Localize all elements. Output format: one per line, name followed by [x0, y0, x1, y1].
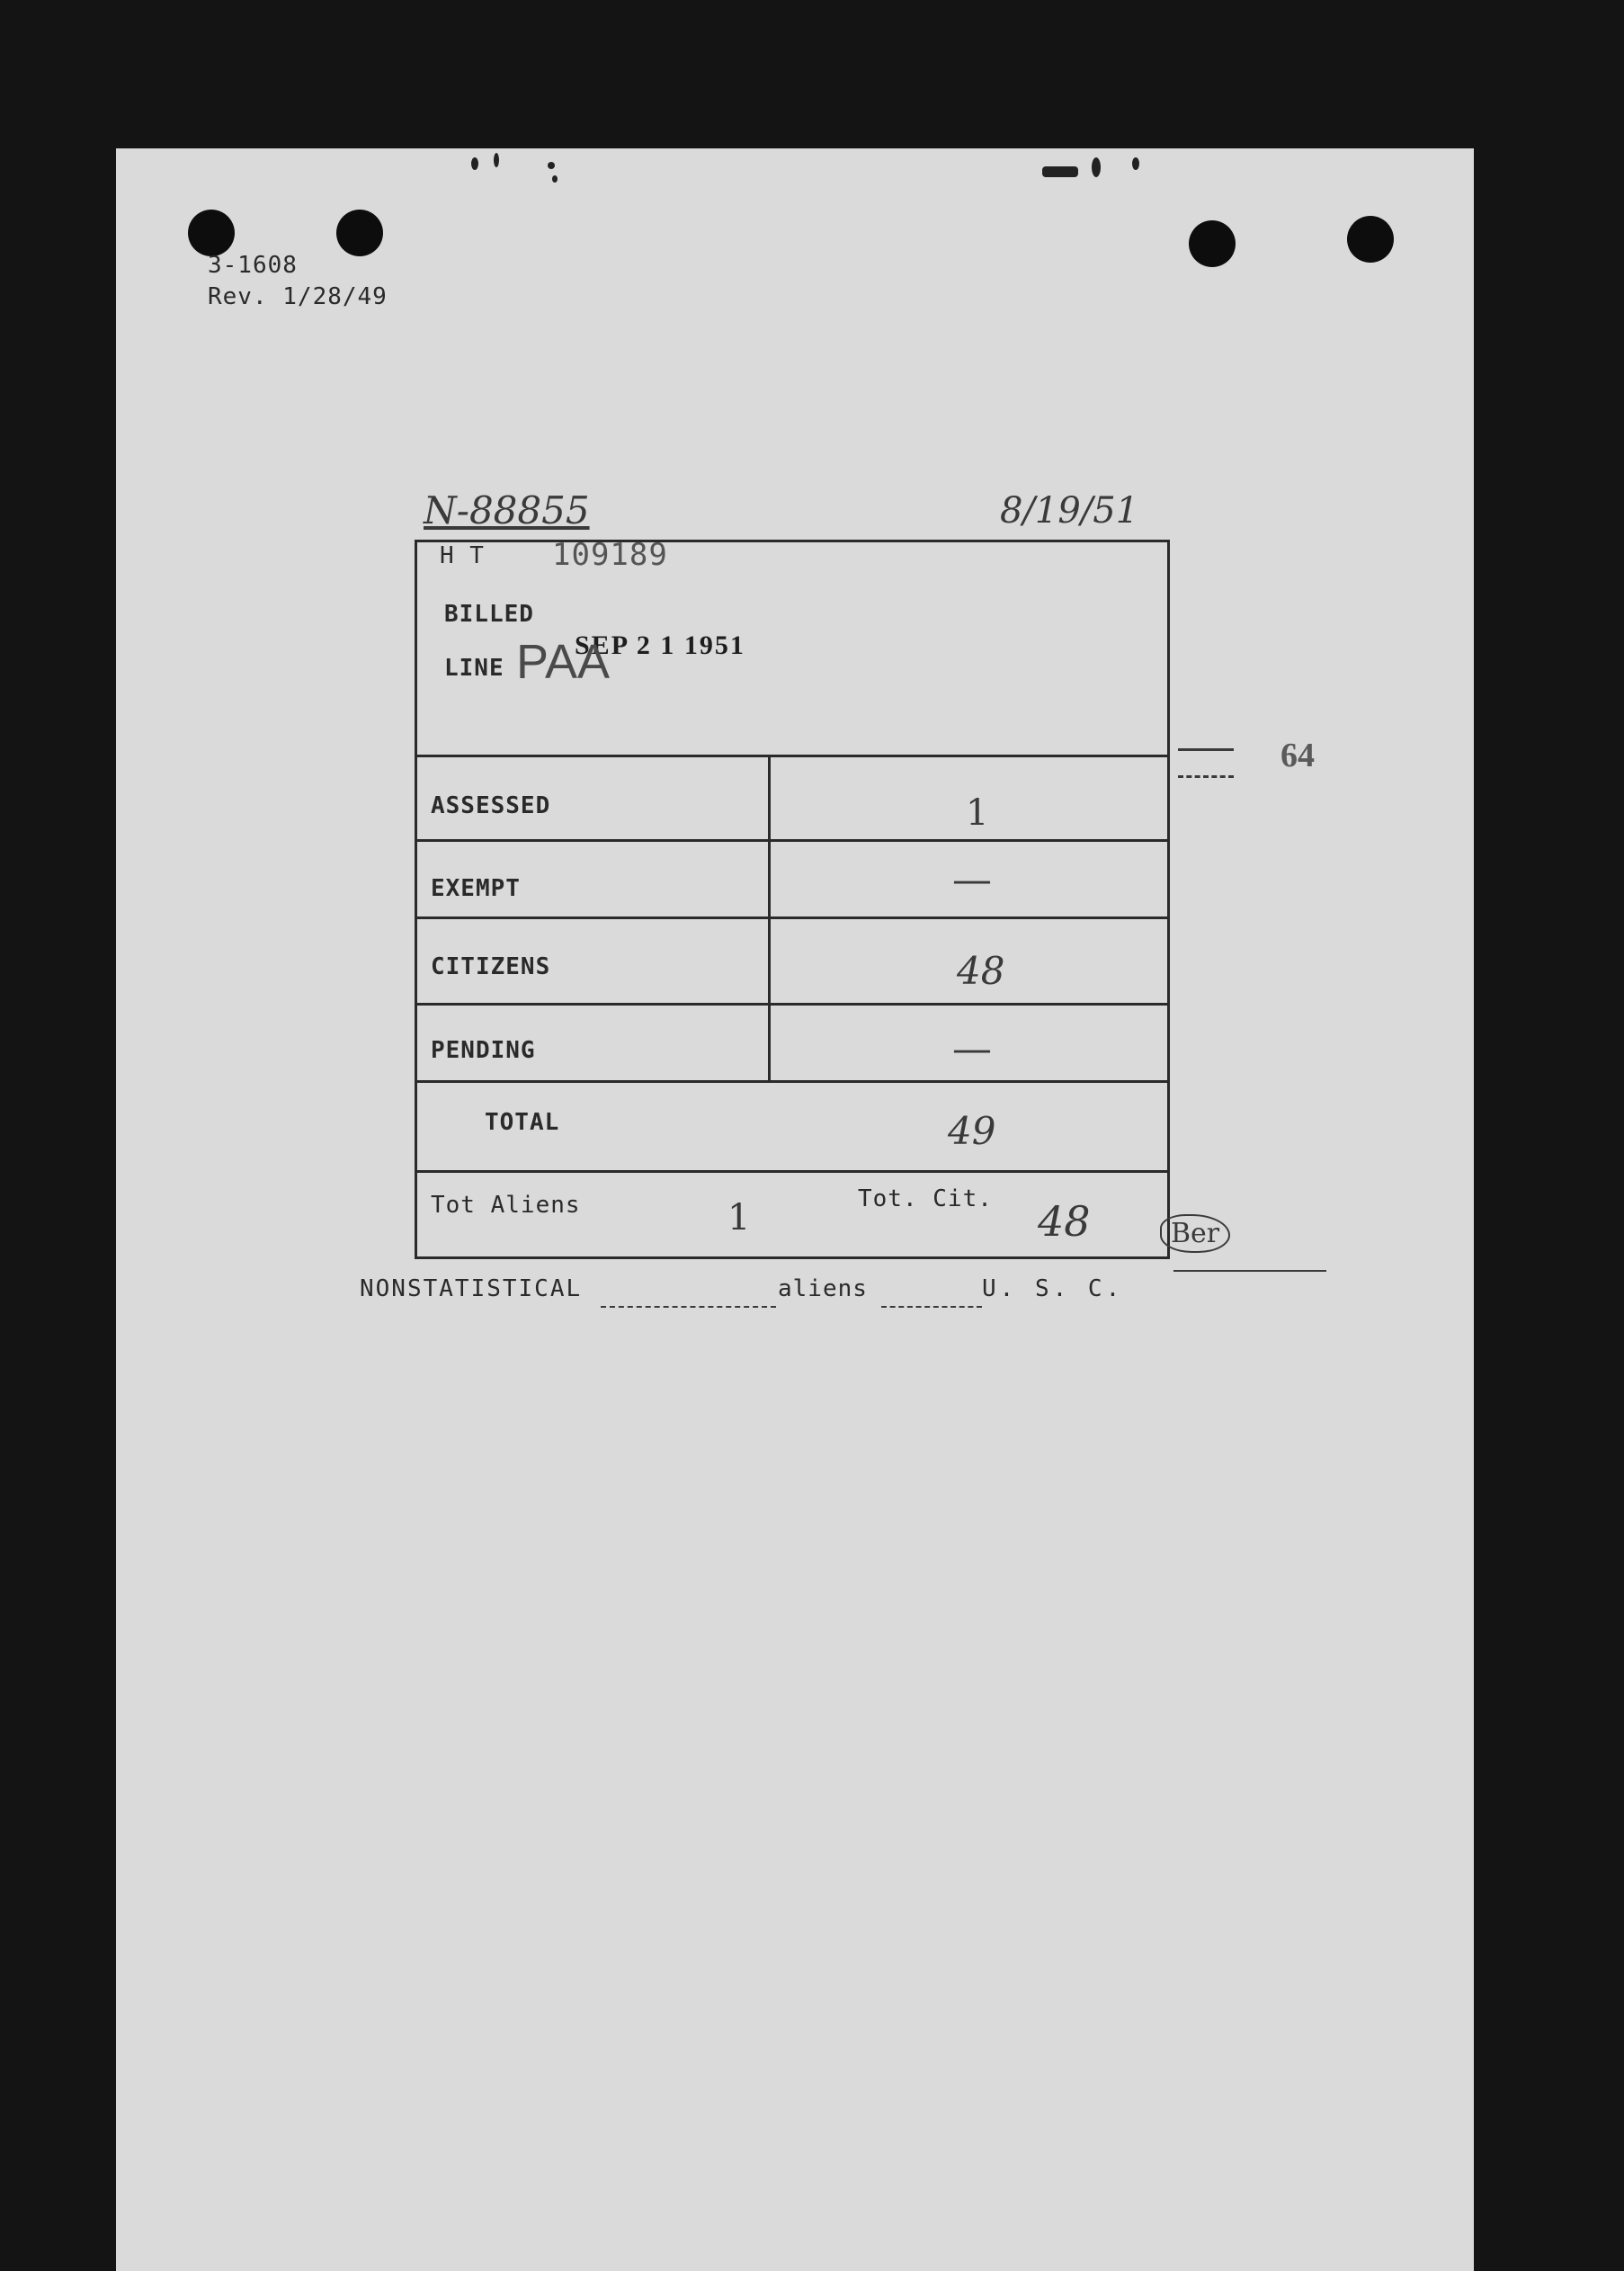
ht-number: 109189	[552, 537, 668, 573]
tot-cit-label: Tot. Cit.	[858, 1185, 993, 1212]
assessed-label: ASSESSED	[431, 792, 551, 819]
total-value: 49	[948, 1109, 996, 1153]
exempt-value: —	[952, 857, 992, 903]
punch-hole	[1189, 220, 1236, 267]
usc-label: U. S. C.	[982, 1275, 1124, 1302]
form-revision: Rev. 1/28/49	[208, 283, 388, 310]
billed-date-stamp: SEP 2 1 1951	[575, 630, 745, 660]
tally-form	[415, 537, 1170, 1259]
handwritten-date: 8/19/51	[1000, 490, 1139, 532]
nonstatistical-label: NONSTATISTICAL	[360, 1275, 583, 1302]
tot-cit-value: 48	[1038, 1197, 1091, 1246]
punch-hole	[1347, 216, 1394, 263]
exempt-label: EXEMPT	[431, 875, 521, 902]
punch-hole	[336, 210, 383, 256]
margin-number: 64	[1280, 737, 1315, 774]
pending-label: PENDING	[431, 1037, 536, 1064]
tot-aliens-label: Tot Aliens	[431, 1192, 581, 1219]
punch-hole	[188, 210, 235, 256]
line-value: PAA	[516, 635, 611, 689]
assessed-value: 1	[966, 792, 989, 834]
pending-value: —	[952, 1026, 992, 1072]
tot-aliens-value: 1	[727, 1197, 751, 1238]
citizens-label: CITIZENS	[431, 953, 551, 980]
ht-label: H T	[440, 542, 485, 569]
total-label: TOTAL	[485, 1109, 560, 1136]
initials-signature: Ber	[1160, 1214, 1230, 1253]
aliens-label: aliens	[778, 1275, 868, 1302]
line-label: LINE	[444, 655, 504, 682]
billed-label: BILLED	[444, 601, 534, 628]
form-number: 3-1608	[208, 252, 298, 279]
file-number: N-88855	[424, 488, 590, 532]
citizens-value: 48	[957, 949, 1005, 993]
